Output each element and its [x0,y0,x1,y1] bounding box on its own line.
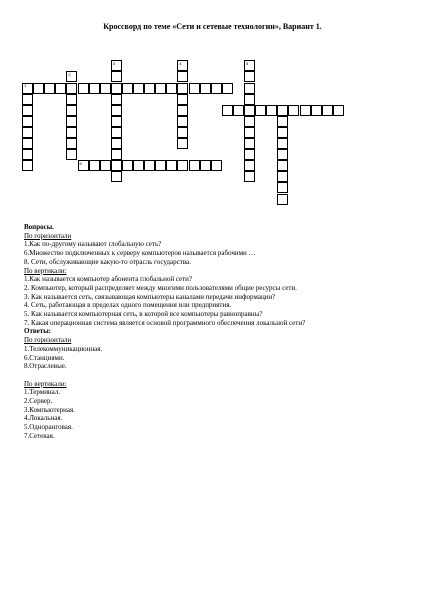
crossword-cell[interactable] [244,94,255,105]
question-h-8: 8. Сети, обслуживающие какую-то отрасль государства. [24,257,191,266]
crossword-cell[interactable] [189,160,200,171]
crossword-cell[interactable] [211,83,222,94]
crossword-cell[interactable] [177,127,188,138]
crossword-cell[interactable] [66,71,77,82]
crossword-cell[interactable] [177,94,188,105]
question-v-3: 3. Как называется сеть, связывающая компьютеры каналами передачи информации? [24,292,276,301]
crossword-cell[interactable] [66,83,77,94]
question-h-1: 1.Как по-другому называют глобальную сеть? [24,240,162,249]
crossword-cell[interactable] [89,160,100,171]
crossword-cell[interactable] [311,105,322,116]
crossword-cell[interactable] [78,83,89,94]
crossword-cell[interactable] [133,160,144,171]
crossword-cell[interactable] [244,160,255,171]
crossword-cell[interactable] [22,83,33,94]
crossword-cell[interactable] [244,83,255,94]
crossword-cell[interactable] [277,116,288,127]
crossword-cell[interactable] [66,94,77,105]
cell-number-label: 4 [179,60,182,66]
crossword-cell[interactable] [111,149,122,160]
crossword-cell[interactable] [111,116,122,127]
crossword-cell[interactable] [244,60,255,71]
crossword-cell[interactable] [111,160,122,171]
crossword-cell[interactable] [22,94,33,105]
cell-number-label: 2 [68,71,71,77]
crossword-cell[interactable] [122,83,133,94]
question-v-7: 7. Какая операционная система является основой программного обеспечения локальной сети? [24,318,306,327]
crossword-cell[interactable] [277,182,288,193]
answer-v-5: 5.Одноранговая. [24,423,73,432]
crossword-cell[interactable] [177,83,188,94]
crossword-cell[interactable] [22,116,33,127]
answer-h-8: 8.Отраслевые. [24,362,67,371]
crossword-cell[interactable] [66,116,77,127]
crossword-grid [0,0,425,200]
crossword-cell[interactable] [66,127,77,138]
answers-vertical-heading: По вертикали: [24,379,67,388]
crossword-cell[interactable] [177,138,188,149]
question-v-5: 5. Как называется компьютерная сеть, в которой все компьютеры равноправны? [24,310,263,319]
crossword-cell[interactable] [266,105,277,116]
crossword-cell[interactable] [288,105,299,116]
crossword-cell[interactable] [22,160,33,171]
crossword-cell[interactable] [111,105,122,116]
crossword-cell[interactable] [189,83,200,94]
answer-v-4: 4.Локальная. [24,414,63,423]
crossword-cell[interactable] [244,138,255,149]
cell-number-label: 6 [79,160,82,166]
answers-horizontal-heading: По горизонтали [24,336,72,345]
crossword-cell[interactable] [277,160,288,171]
crossword-cell[interactable] [300,105,311,116]
crossword-cell[interactable] [100,160,111,171]
crossword-cell[interactable] [33,83,44,94]
crossword-cell[interactable] [200,160,211,171]
crossword-cell[interactable] [200,83,211,94]
crossword-cell[interactable] [133,83,144,94]
answer-h-6: 6.Станциями. [24,353,65,362]
crossword-cell[interactable] [122,160,133,171]
crossword-cell[interactable] [222,105,233,116]
crossword-cell[interactable] [144,83,155,94]
crossword-cell[interactable] [111,138,122,149]
crossword-cell[interactable] [66,138,77,149]
questions-vertical-heading: По вертикали: [24,266,67,275]
crossword-cell[interactable] [89,83,100,94]
crossword-cell[interactable] [277,171,288,182]
crossword-cell[interactable] [244,116,255,127]
crossword-cell[interactable] [166,160,177,171]
crossword-cell[interactable] [222,83,233,94]
crossword-cell[interactable] [177,60,188,71]
crossword-cell[interactable] [277,194,288,205]
answer-v-3: 3.Компьютерная. [24,405,75,414]
questions-section [24,223,414,441]
answer-v-1: 1.Терминал. [24,388,61,397]
crossword-cell[interactable] [177,71,188,82]
cell-number-label: 1 [24,83,27,88]
crossword-cell[interactable] [166,83,177,94]
cell-number-label: 3 [112,60,116,66]
crossword-cell[interactable] [100,83,111,94]
crossword-cell[interactable] [22,138,33,149]
crossword-cell[interactable] [44,83,55,94]
crossword-cell[interactable] [255,105,266,116]
question-v-1: 1.Как называется компьютер абонента глобальной сети? [24,275,193,284]
crossword-cell[interactable] [111,60,122,71]
crossword-cell[interactable] [177,105,188,116]
crossword-cell[interactable] [244,127,255,138]
crossword-cell[interactable] [277,127,288,138]
crossword-cell[interactable] [177,160,188,171]
crossword-cell[interactable] [155,83,166,94]
crossword-cell[interactable] [155,160,166,171]
answer-v-2: 2.Сервер. [24,397,53,406]
question-v-2: 2. Компьютер, который распределяет между многими пользователями общие ресурсы сети. [24,283,297,292]
crossword-cell[interactable] [66,105,77,116]
crossword-cell[interactable] [277,149,288,160]
answer-v-7: 7.Сетевая. [24,431,55,440]
crossword-cell[interactable] [22,149,33,160]
crossword-cell[interactable] [233,105,244,116]
crossword-cell[interactable] [111,171,122,182]
crossword-cell[interactable] [244,149,255,160]
crossword-cell[interactable] [78,160,89,171]
answers-heading: Ответы: [24,327,52,336]
crossword-cell[interactable] [111,83,122,94]
crossword-cell[interactable] [244,105,255,116]
question-v-4: 4. Сеть, работающая в пределах одного помещения или предприятия. [24,301,232,310]
crossword-cell[interactable] [111,127,122,138]
crossword-cell[interactable] [277,138,288,149]
crossword-cell[interactable] [55,83,66,94]
page-title: Кроссворд по теме «Сети и сетевые технологии», Вариант 1. [103,22,322,31]
crossword-cell[interactable] [211,160,222,171]
crossword-cell[interactable] [22,127,33,138]
crossword-cell[interactable] [144,160,155,171]
crossword-cell[interactable] [244,171,255,182]
questions-heading: Вопросы. [24,223,54,231]
questions-horizontal-heading: По горизонтали [24,231,72,240]
crossword-cell[interactable] [244,71,255,82]
crossword-cell[interactable] [111,71,122,82]
answers-spacer [24,371,414,380]
crossword-cell[interactable] [277,105,288,116]
crossword-cell[interactable] [333,105,344,116]
crossword-cell[interactable] [66,149,77,160]
question-h-6: 6.Множество подключенных к серверу компьютеров называется рабочими … [24,249,256,258]
crossword-cell[interactable] [177,116,188,127]
answer-h-1: 1.Телекоммуникационная. [24,344,103,353]
crossword-cell[interactable] [111,94,122,105]
cell-number-label: 5 [246,60,249,66]
crossword-cell[interactable] [22,105,33,116]
crossword-cell[interactable] [322,105,333,116]
